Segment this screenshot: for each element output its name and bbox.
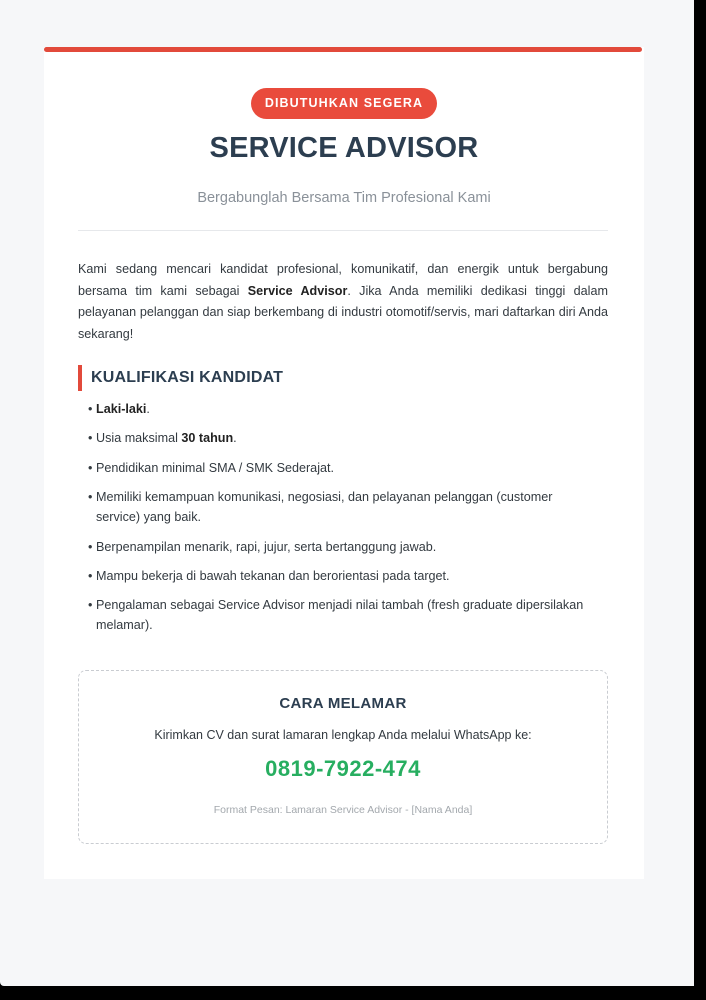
qualifications-list — [88, 399, 608, 645]
job-title: SERVICE ADVISOR — [209, 132, 479, 164]
intro-text-after: . Jika Anda memiliki dedikasi tinggi dalam pelayanan pelanggan dan siap berkembang di industri otomotif/servis, mari daftarkan diri Anda sekarang! — [78, 283, 608, 341]
qualification-item — [88, 487, 596, 527]
qualification-item — [88, 428, 608, 448]
intro-text-bold: Service Advisor — [247, 283, 348, 298]
apply-heading: CARA MELAMAR — [279, 695, 407, 712]
qualification-text: Berpenampilan menarik, rapi, jujur, serta bertanggung jawab. — [96, 539, 437, 554]
qualification-text: Mampu bekerja di bawah tekanan dan berorientasi pada target. — [96, 568, 450, 583]
intro-paragraph — [78, 259, 608, 345]
message-format-note: Format Pesan: Lamaran Service Advisor - [Nama Anda] — [213, 804, 473, 816]
intro-text-before: Kami sedang mencari kandidat profesional, komunikatif, dan energik untuk bergabung bersama tim kami sebagai — [78, 262, 608, 298]
qualification-item — [88, 458, 608, 478]
header-divider — [78, 230, 608, 231]
qualification-item — [88, 537, 608, 557]
accent-top-bar — [44, 47, 642, 52]
qualification-text: Pendidikan minimal SMA / SMK Sederajat. — [96, 460, 334, 475]
qualification-text: Usia maksimal — [96, 431, 182, 446]
qualification-bold: Laki-laki — [96, 402, 147, 416]
qualification-item — [88, 399, 608, 419]
qualification-text: Memiliki kemampuan komunikasi, negosiasi, dan pelayanan pelanggan (customer service) yang baik. — [96, 490, 553, 525]
urgent-badge: DIBUTUHKAN SEGERA — [251, 88, 437, 119]
whatsapp-phone-number[interactable]: 0819-7922-474 — [265, 756, 421, 781]
job-posting-card — [44, 47, 644, 879]
qualification-item — [88, 566, 608, 586]
qualification-text-after: . — [233, 431, 237, 446]
qualifications-heading: KUALIFIKASI KANDIDAT — [78, 365, 283, 391]
qualification-bold: 30 tahun — [181, 431, 234, 446]
qualification-item — [88, 595, 596, 635]
qualification-text: Pengalaman sebagai Service Advisor menjadi nilai tambah (fresh graduate dipersilakan melamar). — [96, 598, 584, 633]
apply-description: Kirimkan CV dan surat lamaran lengkap Anda melalui WhatsApp ke: — [154, 728, 532, 742]
qualification-text-after: . — [146, 402, 150, 416]
how-to-apply-box — [78, 670, 608, 844]
job-subtitle: Bergabunglah Bersama Tim Profesional Kami — [197, 190, 491, 206]
